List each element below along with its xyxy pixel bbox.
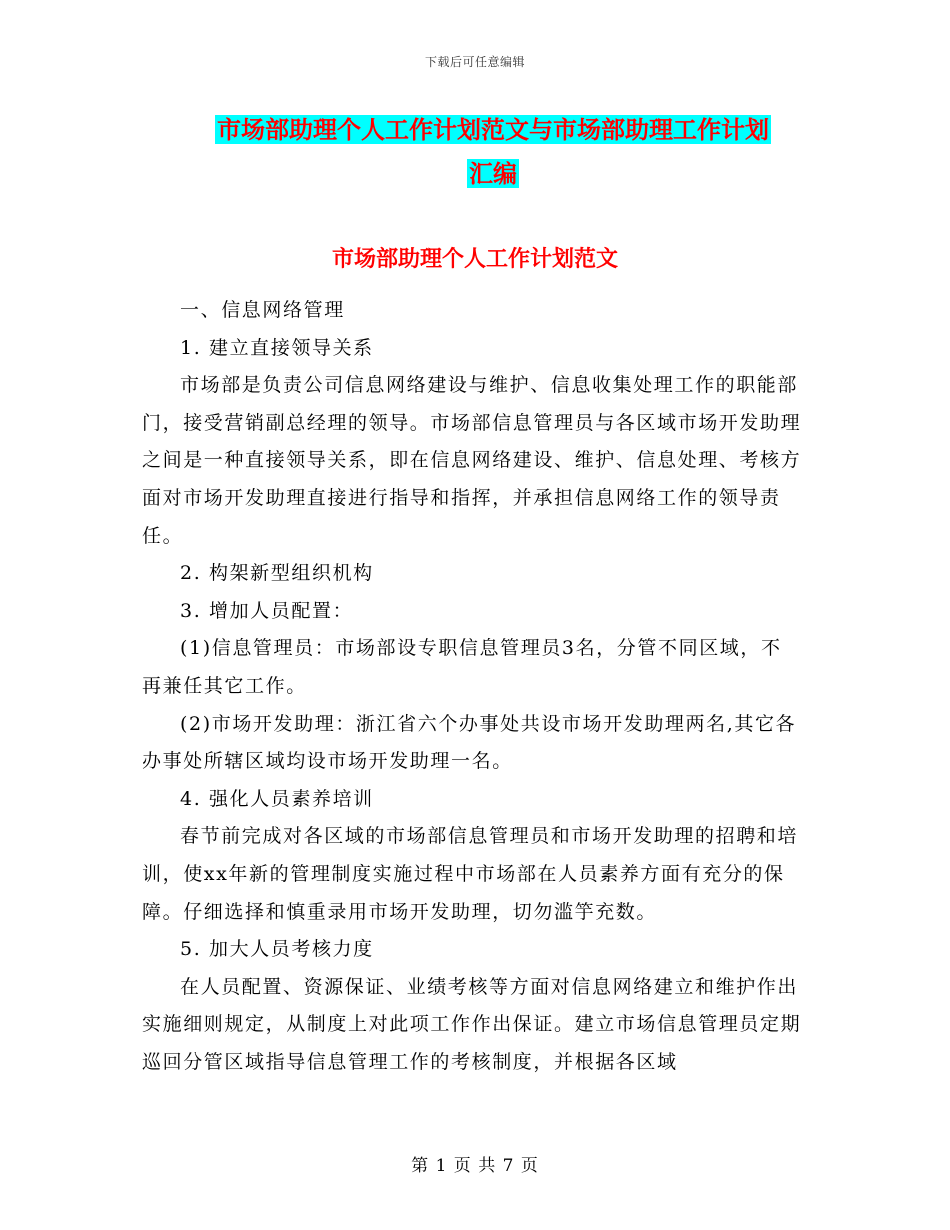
section-title: 市场部助理个人工作计划范文 [331,246,618,272]
document-title-line-1: 市场部助理个人工作计划范文与市场部助理工作计划 [217,115,769,144]
heading-info-network: 一、信息网络管理 [180,299,345,321]
document-title [178,108,808,196]
item-heading-4: 4. 强化人员素养培训 [180,787,374,810]
document-title-line-2: 汇编 [469,159,517,188]
header-note: 下载后可任意编辑 [424,55,525,69]
body-paragraph: (1)信息管理员：市场部设专职信息管理员3名，分管不同区域，不再兼任其它工作。 [142,637,782,697]
item-heading-1: 1. 建立直接领导关系 [180,336,374,359]
document-body [142,292,802,1081]
page-indicator: 第 1 页 共 7 页 [411,1156,539,1176]
body-paragraph: (2)市场开发助理：浙江省六个办事处共设市场开发助理两名,其它各办事处所辖区域均设市场开发助理一名。 [142,712,797,773]
item-heading-5: 5. 加大人员考核力度 [180,938,374,961]
item-heading-2: 2. 构架新型组织机构 [180,562,374,585]
body-paragraph: 春节前完成对各区域的市场部信息管理员和市场开发助理的招聘和培训，使xx年新的管理制度实施过程中市场部在人员素养方面有充分的保障。仔细选择和慎重录用市场开发助理，切勿滥竽充数。 [142,825,799,923]
body-paragraph: 在人员配置、资源保证、业绩考核等方面对信息网络建立和维护作出实施细则规定，从制度上对此项工作作出保证。建立市场信息管理员定期巡回分管区域指导信息管理工作的考核制度，并根据各区域 [142,975,802,1073]
item-heading-3: 3. 增加人员配置： [180,599,354,622]
body-paragraph: 市场部是负责公司信息网络建设与维护、信息收集处理工作的职能部门，接受营销副总经理的领导。市场部信息管理员与各区域市场开发助理之间是一种直接领导关系，即在信息网络建设、维护、信息处理、考核方面对市场开发助理直接进行指导和指挥，并承担信息网络工作的领导责任。 [142,374,802,547]
